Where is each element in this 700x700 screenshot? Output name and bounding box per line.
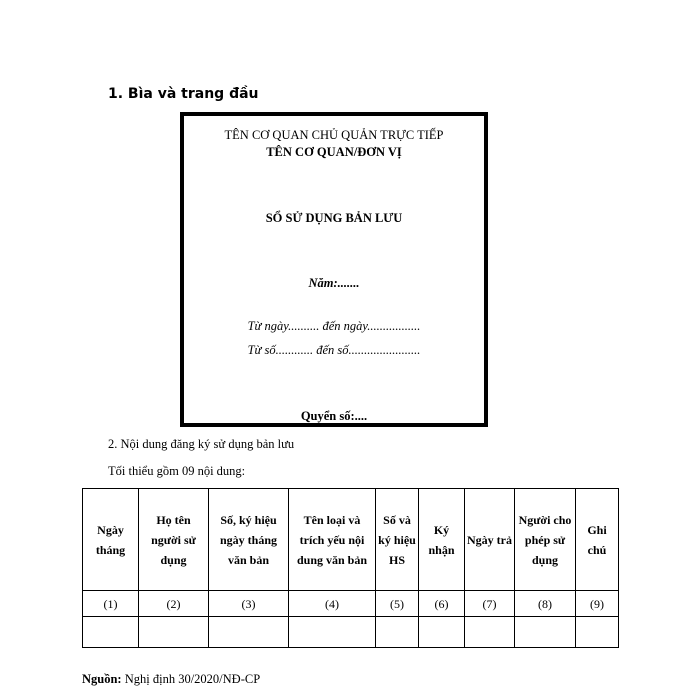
- number-range-line: Từ số............ đến số.......................: [247, 343, 421, 357]
- empty-cell: [289, 617, 376, 648]
- date-range-line: Từ ngày.......... đến ngày.................: [247, 319, 421, 333]
- col-header-date: Ngày tháng: [83, 489, 139, 591]
- empty-cell: [83, 617, 139, 648]
- col-number: (2): [139, 591, 209, 617]
- source-note: [82, 672, 260, 687]
- source-label: Nguồn:: [82, 672, 122, 686]
- col-header-user-name: Họ tên người sử dụng: [139, 489, 209, 591]
- book-title: SỔ SỬ DỤNG BẢN LƯU: [265, 211, 403, 225]
- empty-cell: [515, 617, 576, 648]
- col-number: (8): [515, 591, 576, 617]
- section-1-heading: 1. Bìa và trang đầu: [108, 86, 259, 102]
- col-header-return-date: Ngày trả: [465, 489, 515, 591]
- volume-line: Quyển số:....: [300, 409, 368, 423]
- cover-page-frame: [180, 112, 488, 427]
- col-number: (5): [376, 591, 419, 617]
- col-header-notes: Ghi chú: [576, 489, 619, 591]
- source-text: Nghị định 30/2020/NĐ-CP: [121, 672, 261, 686]
- col-number: (7): [465, 591, 515, 617]
- col-header-authorizer: Người cho phép sử dụng: [515, 489, 576, 591]
- col-number: (1): [83, 591, 139, 617]
- col-header-file-number: Số và ký hiệu HS: [376, 489, 419, 591]
- year-line: Năm:.......: [308, 276, 360, 290]
- empty-cell: [376, 617, 419, 648]
- minimum-content-note: Tối thiểu gồm 09 nội dung:: [108, 464, 246, 478]
- col-header-document-number: Số, ký hiệu ngày tháng văn bản: [209, 489, 289, 591]
- col-header-signature: Ký nhận: [419, 489, 465, 591]
- parent-agency-line: TÊN CƠ QUAN CHỦ QUẢN TRỰC TIẾP: [224, 128, 444, 142]
- col-number: (9): [576, 591, 619, 617]
- empty-cell: [419, 617, 465, 648]
- empty-cell: [139, 617, 209, 648]
- section-2-heading: 2. Nội dung đăng ký sử dụng bản lưu: [108, 437, 295, 451]
- empty-cell: [576, 617, 619, 648]
- col-number: (4): [289, 591, 376, 617]
- agency-unit-line: TÊN CƠ QUAN/ĐƠN VỊ: [266, 145, 402, 159]
- col-number: (3): [209, 591, 289, 617]
- empty-cell: [465, 617, 515, 648]
- col-number: (6): [419, 591, 465, 617]
- registration-table: [82, 488, 619, 648]
- col-header-document-summary: Tên loại và trích yếu nội dung văn bản: [289, 489, 376, 591]
- empty-cell: [209, 617, 289, 648]
